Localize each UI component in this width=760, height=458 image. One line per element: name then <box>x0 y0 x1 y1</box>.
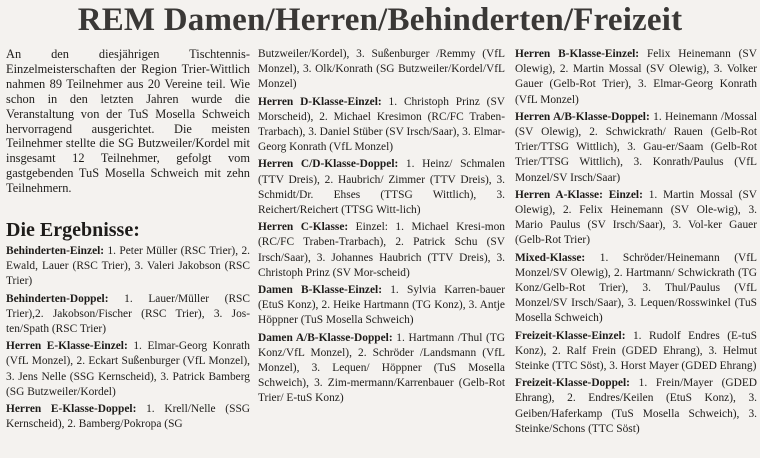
result-text: 1. Heinz/ Schmalen (TTV Dreis), 2. Haubrich/ Zimmer (TTV Dreis), 3. Schmidt/Dr. Ehses (TTSG Wittlich), 3. Reichert/Reichert (TTSG Witt-lich) <box>258 158 505 217</box>
result-entry <box>258 283 505 329</box>
result-category-label: Herren B-Klasse-Einzel: <box>515 48 640 60</box>
result-text: Einzel: 1. Michael Kresi-mon (RC/FC Traben-Trarbach), 2. Patrick Schu (SV Irsch/Saar), 3. Johannes Haubrich (TTV Dreis), 3. Christoph Prinz (SV Mor-scheid) <box>258 221 505 279</box>
result-entry <box>515 376 757 437</box>
result-text: 1. Elmar-Georg Konrath (VfL Monzel), 2. Eckart Sußenburger (VfL Monzel), 3. Jens Nelle (SSG Kernscheid), 3. Patrick Bamberg (SG Butzweiler/Kordel) <box>6 340 250 398</box>
result-category-label: Behinderten-Doppel: <box>6 292 109 305</box>
result-text: 1. Lauer/Müller (RSC Trier),2. Jakobson/Fischer (RSC Trier), 3. Jos-ten/Spath (RSC Trier) <box>6 292 250 336</box>
result-category-label: Herren E-Klasse-Doppel: <box>6 403 137 416</box>
result-text: 1. Christoph Prinz (SV Morscheid), 2. Michael Kresimon (RC/FC Traben-Trarbach), 3. Daniel Stüber (SV Irsch/Saar), 3. Elmar-Georg Konrath (VfL Monzel) <box>258 95 505 154</box>
result-entry <box>6 339 250 400</box>
column-2 <box>258 47 505 458</box>
result-entry <box>258 157 505 218</box>
result-category-label: Herren C/D-Klasse-Doppel: <box>258 158 399 171</box>
column-3 <box>515 47 757 458</box>
result-text: 1. Heinemann /Mossal (SV Olewig), 2. Schwickrath/ Rauen (Gelb-Rot Trier/TTSG Wittlich), 3. Gau-er/Saam (Gelb-Rot Trier/TTSG Wittlich), 3. Konrath/Paulus (VfL Monzel/SV Irsch/Saar) <box>515 110 757 184</box>
result-entry <box>6 402 250 432</box>
column-3-entries <box>515 47 757 437</box>
result-category-label: Damen A/B-Klasse-Doppel: <box>258 331 393 344</box>
result-category-label: Freizeit-Klasse-Einzel: <box>515 329 626 342</box>
result-category-label: Mixed-Klasse: <box>515 251 586 264</box>
result-text: 1. Peter Müller (RSC Trier), 2. Ewald, Lauer (RSC Trier), 3. Valeri Jakobson (RSC Trier) <box>6 245 250 288</box>
result-category-label: Herren D-Klasse-Einzel: <box>258 95 382 108</box>
result-category-label: Herren A-Klasse: Einzel: <box>515 188 643 201</box>
result-category-label: Herren A/B-Klasse-Doppel: <box>515 110 650 123</box>
column-2-entries <box>258 47 505 407</box>
result-entry <box>258 95 505 156</box>
result-entry <box>515 329 757 375</box>
result-text: 1. Krell/Nelle (SSG Kernscheid), 2. Bamberg/Pokropa (SG <box>6 403 250 431</box>
result-entry <box>515 251 757 327</box>
result-entry <box>6 292 250 338</box>
result-text: 1. Schröder/Heinemann (VfL Monzel/SV Olewig), 2. Hartmann/ Schwickrath (TG Konz/Gelb-Rot Trier), 3. Thul/Paulus (VfL Monzel/SV Irsch/Saar), 3. Lequen/Rosswinkel (TuS Mosella Schweich) <box>515 251 757 325</box>
result-text: 1. Martin Mossal (SV Olewig), 2. Felix Heinemann (SV Ole-wig), 3. Mario Paulus (SV Irsch/Saar), 3. Vol-ker Gauer (Gelb-Rot Trier) <box>515 188 757 247</box>
result-entry <box>515 188 757 249</box>
column-1-entries <box>6 244 250 432</box>
column-1 <box>6 47 250 458</box>
result-category-label: Herren C-Klasse: <box>258 221 349 234</box>
intro-paragraph: An den diesjährigen Tischtennis-Einzelmeisterschaften der Region Trier-Wittlich nahmen 89 Teilnehmer aus 20 Vereine teil. Wie schon in den letzten Jahren wurde die Veranstaltung von der TuS Mosella Schweich hervorragend ausgerichtet. Die meisten Teilnehmer stellte die SG Butzweiler/Kordel mit insgesamt 12 Teilnehmer, gefolgt vom gastgebenden TuS Mosella Schweich mit zehn Teilnehmern. <box>6 47 250 196</box>
article-headline: REM Damen/Herren/Behinderten/Freizeit <box>77 2 683 38</box>
result-entry <box>258 220 505 281</box>
result-text: 1. Frein/Mayer (GDED Ehrang), 2. Endres/Keilen (EtuS Konz), 3. Geiben/Haferkamp (TuS Mosella Schweich), 3. Steinke/Schons (TTC Söst) <box>515 377 757 435</box>
result-category-label: Behinderten-Einzel: <box>6 245 105 258</box>
result-text: Butzweiler/Kordel), 3. Sußenburger /Remmy (VfL Monzel), 3. Olk/Konrath (SG Butzweiler/Kordel/VfL Monzel) <box>258 48 505 91</box>
result-category-label: Herren E-Klasse-Einzel: <box>6 340 128 353</box>
result-text: 1. Rudolf Endres (E-tuS Konz), 2. Ralf Frein (GDED Ehrang), 3. Helmut Steinke (TTC Söst), 3. Horst Mayer (GDED Ehrang) <box>515 329 757 373</box>
result-entry <box>258 331 505 407</box>
result-entry <box>515 47 757 108</box>
results-heading: Die Ergebnisse: <box>6 219 140 242</box>
result-category-label: Damen B-Klasse-Einzel: <box>258 284 383 297</box>
result-entry <box>6 244 250 290</box>
result-text: Felix Heinemann (SV Olewig), 2. Martin Mossal (SV Olewig), 3. Volker Gauer (Gelb-Rot Trier), 3. Elmar-Georg Konrath (VfL Monzel) <box>515 48 757 106</box>
result-category-label: Freizeit-Klasse-Doppel: <box>515 377 630 390</box>
result-text: 1. Hartmann /Thul (TG Konz/VfL Monzel), 2. Schröder /Landsmann (VfL Monzel), 3. Lequen/ Höppner (TuS Mosella Schweich), 3. Zim-mermann/Karrenbauer (Gelb-Rot Trier/ E-tuS Konz) <box>258 331 505 405</box>
result-text: 1. Sylvia Karren-bauer (EtuS Konz), 2. Heike Hartmann (TG Konz), 3. Antje Höppner (TuS Mosella Schweich) <box>258 284 505 327</box>
result-entry <box>258 47 505 93</box>
result-entry <box>515 110 757 186</box>
